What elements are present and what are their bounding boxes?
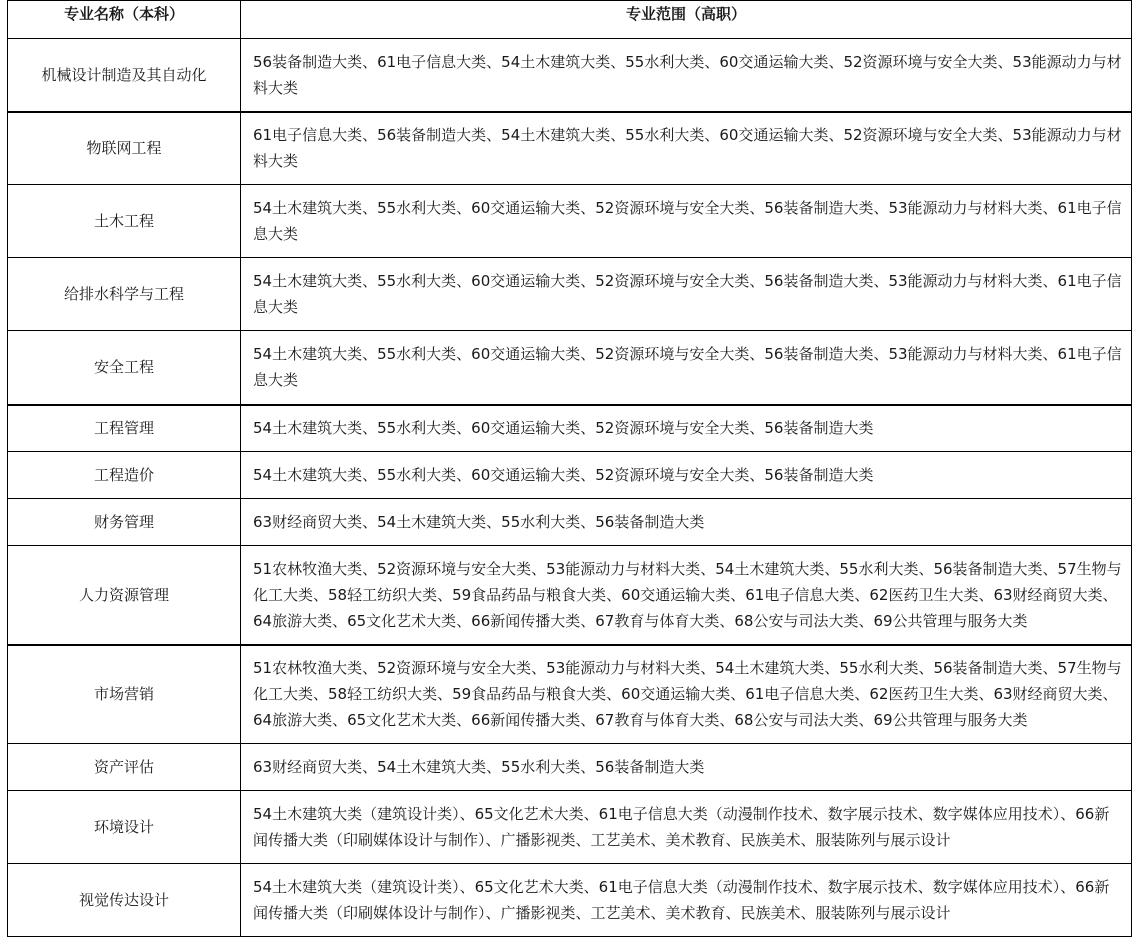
major-scope-cell: 54土木建筑大类（建筑设计类）、65文化艺术大类、61电子信息大类（动漫制作技术、数字展示技术、数字媒体应用技术）、66新闻传播大类（印刷媒体设计与制作）、广播影视类、工艺美术、美术教育、民族美术、服装陈列与展示设计 [241, 791, 1132, 864]
table-row [8, 331, 1132, 405]
table-row [8, 112, 1132, 185]
major-scope-cell: 56装备制造大类、61电子信息大类、54土木建筑大类、55水利大类、60交通运输大类、52资源环境与安全大类、53能源动力与材料大类 [241, 39, 1132, 112]
table-row [8, 744, 1132, 791]
major-name-cell: 工程管理 [8, 405, 241, 452]
table-row [8, 864, 1132, 937]
major-scope-cell: 54土木建筑大类、55水利大类、60交通运输大类、52资源环境与安全大类、56装备制造大类 [241, 405, 1132, 452]
table-row [8, 452, 1132, 499]
major-name-cell: 物联网工程 [8, 112, 241, 185]
header-row [8, 1, 1132, 39]
major-name-cell: 土木工程 [8, 185, 241, 258]
table-row [8, 39, 1132, 112]
table-row [8, 258, 1132, 331]
major-scope-cell: 61电子信息大类、56装备制造大类、54土木建筑大类、55水利大类、60交通运输大类、52资源环境与安全大类、53能源动力与材料大类 [241, 112, 1132, 185]
header-major-name: 专业名称（本科） [8, 1, 241, 39]
major-scope-cell: 51农林牧渔大类、52资源环境与安全大类、53能源动力与材料大类、54土木建筑大类、55水利大类、56装备制造大类、57生物与化工大类、58轻工纺织大类、59食品药品与粮食大类、60交通运输大类、61电子信息大类、62医药卫生大类、63财经商贸大类、64旅游大类、65文化艺术大类、66新闻传播大类、67教育与体育大类、68公安与司法大类、69公共管理与服务大类 [241, 645, 1132, 744]
major-scope-table [7, 0, 1132, 937]
table-header [8, 1, 1132, 39]
table-row [8, 185, 1132, 258]
table-row [8, 645, 1132, 744]
major-scope-cell: 54土木建筑大类、55水利大类、60交通运输大类、52资源环境与安全大类、56装备制造大类 [241, 452, 1132, 499]
major-scope-cell: 51农林牧渔大类、52资源环境与安全大类、53能源动力与材料大类、54土木建筑大类、55水利大类、56装备制造大类、57生物与化工大类、58轻工纺织大类、59食品药品与粮食大类、60交通运输大类、61电子信息大类、62医药卫生大类、63财经商贸大类、64旅游大类、65文化艺术大类、66新闻传播大类、67教育与体育大类、68公安与司法大类、69公共管理与服务大类 [241, 546, 1132, 645]
major-name-cell: 人力资源管理 [8, 546, 241, 645]
table-row [8, 791, 1132, 864]
major-name-cell: 环境设计 [8, 791, 241, 864]
header-major-scope: 专业范围（高职） [241, 1, 1132, 39]
table-row [8, 499, 1132, 546]
major-name-cell: 财务管理 [8, 499, 241, 546]
major-name-cell: 市场营销 [8, 645, 241, 744]
table-body [8, 39, 1132, 937]
major-name-cell: 资产评估 [8, 744, 241, 791]
major-scope-cell: 63财经商贸大类、54土木建筑大类、55水利大类、56装备制造大类 [241, 744, 1132, 791]
table-row [8, 405, 1132, 452]
table-row [8, 546, 1132, 645]
major-name-cell: 工程造价 [8, 452, 241, 499]
major-scope-cell: 54土木建筑大类、55水利大类、60交通运输大类、52资源环境与安全大类、56装备制造大类、53能源动力与材料大类、61电子信息大类 [241, 331, 1132, 405]
major-name-cell: 安全工程 [8, 331, 241, 405]
major-name-cell: 视觉传达设计 [8, 864, 241, 937]
major-name-cell: 机械设计制造及其自动化 [8, 39, 241, 112]
major-scope-cell: 54土木建筑大类、55水利大类、60交通运输大类、52资源环境与安全大类、56装备制造大类、53能源动力与材料大类、61电子信息大类 [241, 258, 1132, 331]
major-scope-cell: 54土木建筑大类、55水利大类、60交通运输大类、52资源环境与安全大类、56装备制造大类、53能源动力与材料大类、61电子信息大类 [241, 185, 1132, 258]
major-name-cell: 给排水科学与工程 [8, 258, 241, 331]
major-scope-cell: 63财经商贸大类、54土木建筑大类、55水利大类、56装备制造大类 [241, 499, 1132, 546]
major-scope-cell: 54土木建筑大类（建筑设计类）、65文化艺术大类、61电子信息大类（动漫制作技术、数字展示技术、数字媒体应用技术）、66新闻传播大类（印刷媒体设计与制作）、广播影视类、工艺美术、美术教育、民族美术、服装陈列与展示设计 [241, 864, 1132, 937]
